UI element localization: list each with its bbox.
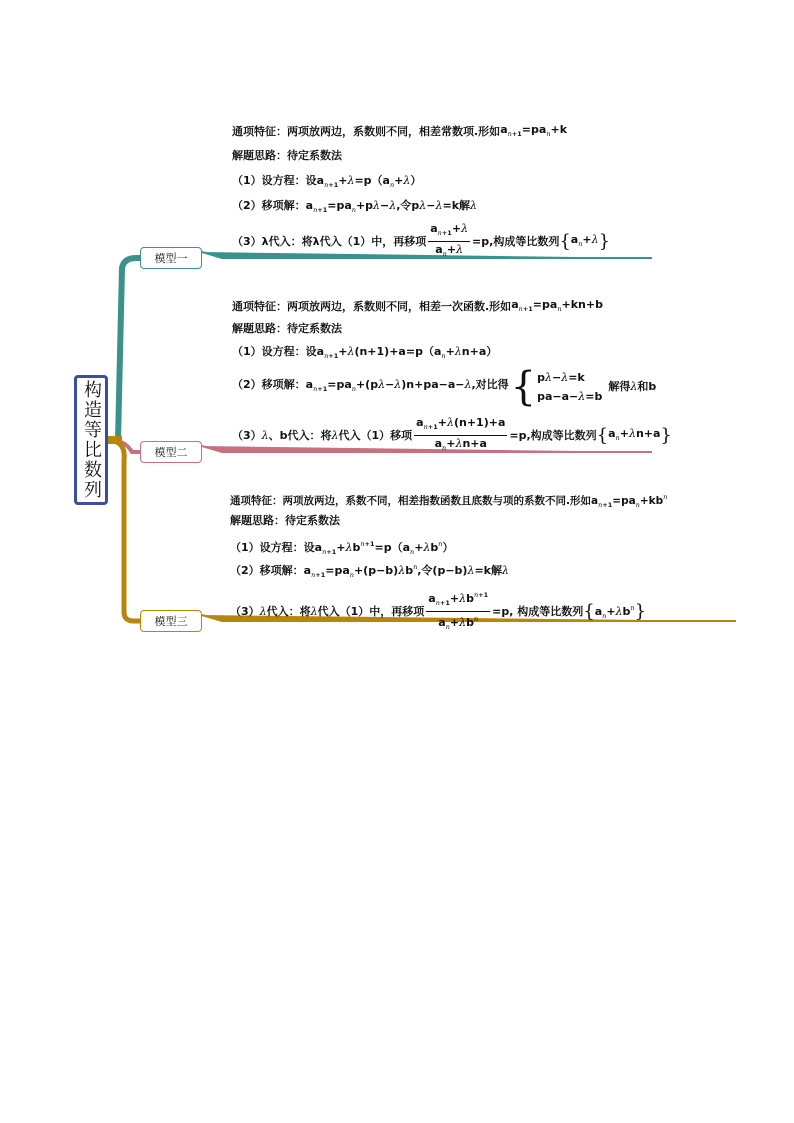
model-node-1[interactable] (140, 247, 202, 269)
model-node-2[interactable] (140, 441, 202, 463)
model-label-2: 模型二 (154, 446, 188, 459)
m3-step1: （1）设方程：设$a_{n+1}+\lambda b^{n+1}=p(a_n+\lambda b^n)$ (230, 540, 454, 556)
m1-step3-post: =p,构成等比数列 (472, 234, 560, 248)
m2-eq-1: pλ−λ=k (537, 370, 585, 384)
m2-step3-fraction (414, 416, 507, 455)
m1-feature: 通项特征：两项放两边，系数则不同，相差常数项.形如 (232, 125, 501, 138)
m3-step2: （2）移项解：$a_{n+1}=pa_n+(p-b)\lambda b^n$,令(p−b)λ=k解λ (230, 563, 509, 579)
branch-connector-1 (118, 258, 142, 440)
m3-idea: 解题思路：待定系数法 (230, 514, 340, 527)
m3-step3-pre: （3）λ代入：将λ代入（1）中，再移项 (230, 604, 425, 618)
m1-form: $a_{n+1}=pa_n+k$ (500, 123, 568, 138)
m2-step3-pre: （3）λ、b代入：将λ代入（1）移项 (232, 428, 413, 442)
m3-step3: （3）λ代入：将λ代入（1）中，再移项 $\frac{a_{n+1}+\lambda b^{n+1}}{a_n+\lambda b^n}$ =p, 构成等比数列 { $a_n+\lambda b^n$ } (230, 589, 646, 634)
m1-step3: （3）λ代入：将λ代入（1）中，再移项 $\frac{a_{n+1}+\lambda}{a_n+\lambda}$ =p,构成等比数列 { $a_n+\lambda$ } (232, 222, 610, 261)
m2-feature: 通项特征：两项放两边，系数则不同，相差一次函数.形如 (232, 300, 512, 313)
m2-eq-2: pa−a−λ=b (537, 389, 603, 403)
m2-form: $a_{n+1}=pa_n+kn+b$ (511, 298, 603, 313)
m1-frac-den: $a_n+\lambda$ (435, 243, 464, 258)
m2-step2-pre: （2）移项解：$a_{n+1}=pa_n+(p\lambda-\lambda)n+pa-a-\lambda$,对比得 (232, 378, 509, 393)
root-node[interactable] (74, 375, 108, 505)
m3-form: $a_{n+1}=pa_n+kb^n$ (591, 493, 668, 509)
m3-feature-line (230, 490, 667, 512)
m2-step3: （3）λ、b代入：将λ代入（1）移项 $\frac{a_{n+1}+\lambda(n+1)+a}{a_n+\lambda n+a}$ =p,构成等比数列 { $a_n+\lambda n+a$ } (232, 416, 672, 455)
m2-step3-seq: $a_n+\lambda n+a$ (608, 426, 661, 442)
m1-step3-fraction (428, 222, 470, 261)
m3-step3-fraction (426, 589, 490, 634)
m1-step3-seq: $a_n+\lambda$ (570, 232, 599, 248)
model-label-3: 模型三 (154, 615, 188, 628)
m3-frac-num: $a_{n+1}+\lambda b^{n+1}$ (426, 589, 490, 612)
m2-step1: （1）设方程：设$a_{n+1}+\lambda(n+1)+a=p(a_n+\lambda n+a)$ (232, 345, 498, 360)
model-label-1: 模型一 (154, 252, 188, 265)
m1-step1: （1）设方程：设$a_{n+1}+\lambda=p(a_n+\lambda)$ (232, 174, 422, 189)
root-title: 构造等比数列 (81, 380, 102, 500)
m1-feature-line (232, 123, 567, 141)
m1-idea: 解题思路：待定系数法 (232, 149, 342, 162)
m2-step2-post: 解得λ和b (608, 380, 657, 393)
m2-frac-den: $a_n+\lambda n+a$ (434, 437, 487, 452)
m3-frac-den: $a_n+\lambda b^n$ (438, 615, 479, 631)
m1-step3-pre: （3）λ代入：将λ代入（1）中，再移项 (232, 234, 427, 248)
model-node-3[interactable] (140, 610, 202, 632)
m2-idea: 解题思路：待定系数法 (232, 322, 342, 335)
m2-feature-line (232, 298, 603, 316)
m2-step3-post: =p,构成等比数列 (509, 428, 597, 442)
m1-frac-num: $a_{n+1}+\lambda$ (428, 222, 470, 242)
m3-step3-seq: $a_n+\lambda b^n$ (594, 603, 635, 620)
m2-step2 (232, 364, 657, 410)
m2-frac-num: $a_{n+1}+\lambda(n+1)+a$ (414, 416, 507, 436)
m2-equation-system: { pλ−λ=k pa−a−λ=b (510, 364, 603, 410)
branch-connector-3 (110, 440, 142, 621)
m3-feature: 通项特征：两项放两边，系数不同，相差指数函数且底数与项的系数不同.形如 (230, 495, 591, 507)
m3-step3-post: =p, 构成等比数列 (492, 604, 584, 618)
m1-step2: （2）移项解：$a_{n+1}=pa_n+p\lambda-\lambda$,令pλ−λ=k解λ (232, 199, 478, 214)
